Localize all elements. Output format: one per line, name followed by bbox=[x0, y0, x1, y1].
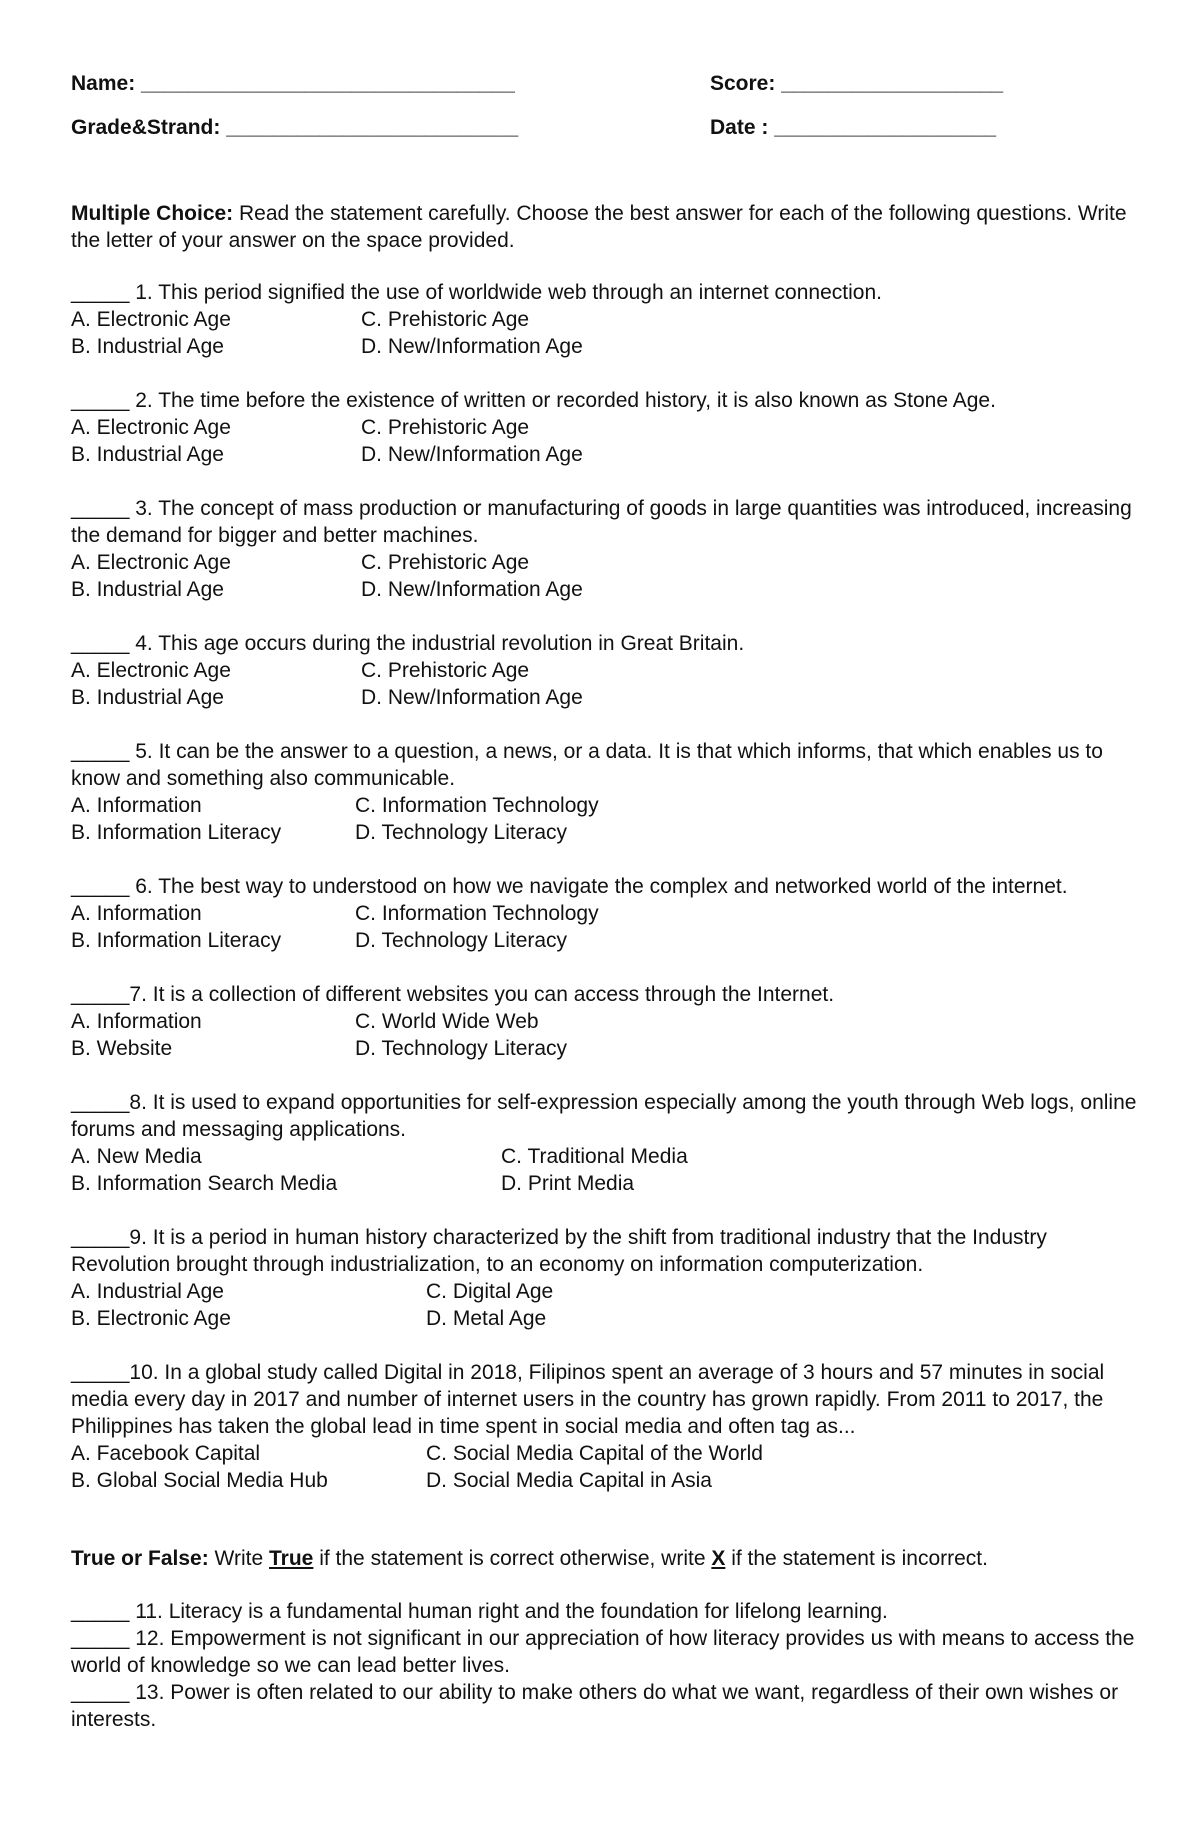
option-c: C. Prehistoric Age bbox=[361, 416, 530, 439]
option-d: D. New/Information Age bbox=[361, 335, 583, 358]
question-stem: _____9. It is a period in human history characterized by the shift from traditional industry that the Industry Revolution brought through industrialization, to an economy on information computerization. bbox=[71, 1226, 1047, 1276]
option-c: C. Social Media Capital of the World bbox=[426, 1442, 763, 1465]
option-d: D. Print Media bbox=[501, 1172, 635, 1195]
option-d: D. New/Information Age bbox=[361, 443, 583, 466]
option-b: B. Information Literacy bbox=[71, 929, 282, 952]
question-7 bbox=[71, 981, 1151, 1062]
question-10 bbox=[71, 1359, 1151, 1494]
question-stem: _____8. It is used to expand opportunities for self-expression especially among the youth through Web logs, online forums and messaging applications. bbox=[71, 1091, 1137, 1141]
tf-text-mid: if the statement is correct otherwise, write bbox=[313, 1547, 712, 1570]
option-a: A. Information bbox=[71, 794, 202, 817]
option-b: B. Industrial Age bbox=[71, 335, 224, 358]
question-stem: _____10. In a global study called Digital in 2018, Filipinos spent an average of 3 hours and 57 minutes in social media every day in 2017 and number of internet users in the country has grown rapidly. From 2011 to 2017, the Philippines has taken the global lead in time spent in social media and often tag as... bbox=[71, 1361, 1105, 1438]
name-label: Name: bbox=[71, 72, 136, 95]
option-b: B. Global Social Media Hub bbox=[71, 1469, 328, 1492]
date-field[interactable] bbox=[710, 114, 996, 141]
true-keyword: True bbox=[269, 1547, 314, 1570]
question-stem: _____ 1. This period signified the use of worldwide web through an internet connection. bbox=[71, 281, 882, 304]
option-d: D. Technology Literacy bbox=[355, 821, 568, 844]
option-c: C. Information Technology bbox=[355, 794, 599, 817]
tf-title: True or False: bbox=[71, 1547, 209, 1570]
option-a: A. Electronic Age bbox=[71, 551, 231, 574]
question-1 bbox=[71, 279, 1151, 360]
option-c: C. Prehistoric Age bbox=[361, 551, 530, 574]
question-stem: _____ 2. The time before the existence of written or recorded history, it is also known as Stone Age. bbox=[71, 389, 996, 412]
grade-strand-field[interactable] bbox=[71, 114, 518, 141]
option-c: C. World Wide Web bbox=[355, 1010, 539, 1033]
option-d: D. New/Information Age bbox=[361, 686, 583, 709]
option-a: A. Industrial Age bbox=[71, 1280, 224, 1303]
tf-item-11: _____ 11. Literacy is a fundamental human right and the foundation for lifelong learning. bbox=[71, 1600, 888, 1623]
option-b: B. Information Search Media bbox=[71, 1172, 338, 1195]
name-field[interactable] bbox=[71, 70, 515, 97]
grade-strand-label: Grade&Strand: bbox=[71, 116, 221, 139]
option-d: D. New/Information Age bbox=[361, 578, 583, 601]
option-a: A. Electronic Age bbox=[71, 308, 231, 331]
mc-instructions bbox=[71, 200, 1151, 254]
question-3 bbox=[71, 495, 1151, 603]
option-c: C. Prehistoric Age bbox=[361, 308, 530, 331]
option-d: D. Technology Literacy bbox=[355, 929, 568, 952]
question-stem: _____ 5. It can be the answer to a question, a news, or a data. It is that which informs, that which enables us to know and something also communicable. bbox=[71, 740, 1103, 790]
option-b: B. Industrial Age bbox=[71, 686, 224, 709]
question-4 bbox=[71, 630, 1151, 711]
option-d: D. Social Media Capital in Asia bbox=[426, 1469, 712, 1492]
grade-strand-line[interactable]: _________________________ bbox=[226, 116, 519, 139]
question-stem: _____ 6. The best way to understood on how we navigate the complex and networked world of the internet. bbox=[71, 875, 1068, 898]
question-2 bbox=[71, 387, 1151, 468]
score-field[interactable] bbox=[710, 70, 1003, 97]
tf-instructions bbox=[71, 1545, 1151, 1572]
option-c: C. Digital Age bbox=[426, 1280, 554, 1303]
option-b: B. Electronic Age bbox=[71, 1307, 231, 1330]
question-stem: _____ 4. This age occurs during the industrial revolution in Great Britain. bbox=[71, 632, 745, 655]
option-b: B. Industrial Age bbox=[71, 443, 224, 466]
option-a: A. New Media bbox=[71, 1145, 202, 1168]
tf-items bbox=[71, 1598, 1151, 1733]
question-8 bbox=[71, 1089, 1151, 1197]
option-a: A. Facebook Capital bbox=[71, 1442, 261, 1465]
mc-instructions-text: Read the statement carefully. Choose the best answer for each of the following questions. Write the letter of your answer on the space provided. bbox=[71, 202, 1127, 252]
option-b: B. Website bbox=[71, 1037, 173, 1060]
option-a: A. Electronic Age bbox=[71, 416, 231, 439]
date-label: Date : bbox=[710, 116, 769, 139]
option-d: D. Metal Age bbox=[426, 1307, 547, 1330]
option-c: C. Prehistoric Age bbox=[361, 659, 530, 682]
option-b: B. Industrial Age bbox=[71, 578, 224, 601]
question-stem: _____7. It is a collection of different websites you can access through the Internet. bbox=[71, 983, 835, 1006]
score-label: Score: bbox=[710, 72, 776, 95]
option-a: A. Electronic Age bbox=[71, 659, 231, 682]
option-a: A. Information bbox=[71, 1010, 202, 1033]
question-9 bbox=[71, 1224, 1151, 1332]
x-keyword: X bbox=[711, 1547, 726, 1570]
question-5 bbox=[71, 738, 1151, 846]
option-d: D. Technology Literacy bbox=[355, 1037, 568, 1060]
tf-text-pre: Write bbox=[208, 1547, 270, 1570]
option-c: C. Information Technology bbox=[355, 902, 599, 925]
tf-text-post: if the statement is incorrect. bbox=[725, 1547, 988, 1570]
option-b: B. Information Literacy bbox=[71, 821, 282, 844]
option-c: C. Traditional Media bbox=[501, 1145, 688, 1168]
mc-title: Multiple Choice: bbox=[71, 202, 234, 225]
question-6 bbox=[71, 873, 1151, 954]
date-line[interactable]: ___________________ bbox=[774, 116, 997, 139]
tf-item-12: _____ 12. Empowerment is not significant in our appreciation of how literacy provides us with means to access the world of knowledge so we can lead better lives. bbox=[71, 1627, 1135, 1677]
tf-item-13: _____ 13. Power is often related to our ability to make others do what we want, regardless of their own wishes or interests. bbox=[71, 1681, 1119, 1731]
name-line[interactable]: ________________________________ bbox=[141, 72, 515, 95]
option-a: A. Information bbox=[71, 902, 202, 925]
score-line[interactable]: ___________________ bbox=[781, 72, 1004, 95]
question-stem: _____ 3. The concept of mass production or manufacturing of goods in large quantities was introduced, increasing the demand for bigger and better machines. bbox=[71, 497, 1132, 547]
